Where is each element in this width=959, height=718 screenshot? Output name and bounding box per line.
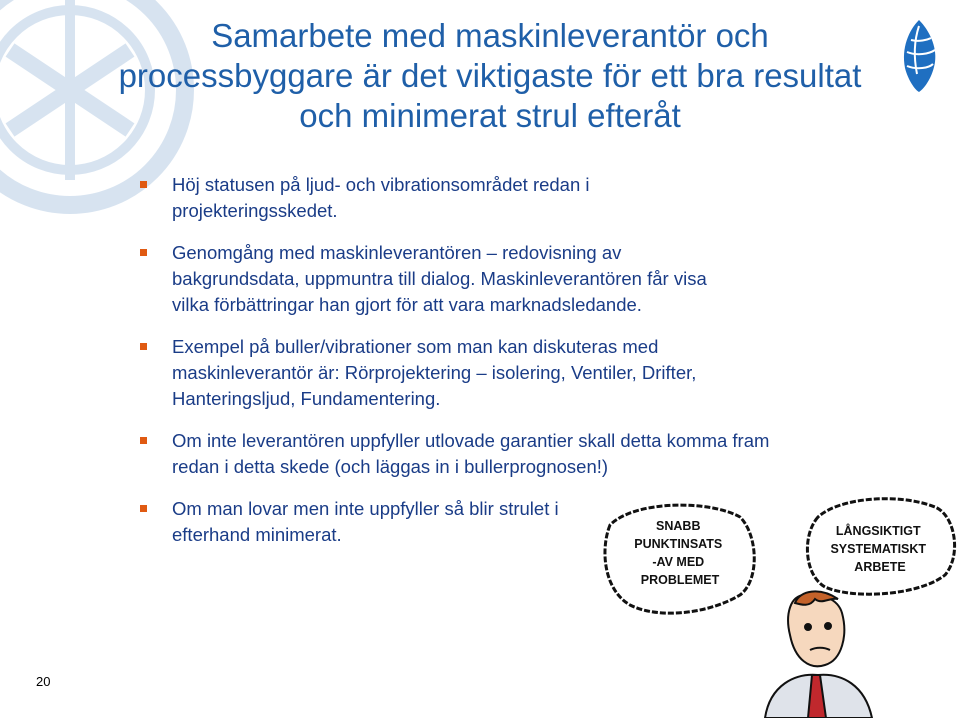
- bullet-text: Genomgång med maskinleverantören – redovisning av bakgrundsdata, uppmuntra till dialog. Maskinleverantören får visa vilka förbättringar han gjort för att vara marknadsledande.: [172, 242, 707, 315]
- bullet-text: Om man lovar men inte uppfyller så blir strulet i efterhand minimerat.: [172, 498, 559, 545]
- bullet-item: [140, 240, 780, 318]
- bullet-text: Höj statusen på ljud- och vibrationsområdet redan i projekteringsskedet.: [172, 174, 590, 221]
- cartoon-man: [765, 591, 872, 718]
- left-bubble-line: -AV MED: [652, 555, 705, 569]
- slide-title: Samarbete med maskinleverantör och processbyggare är det viktigaste för ett bra resultat och minimerat strul efteråt: [118, 17, 862, 134]
- right-bubble-line: SYSTEMATISKT: [830, 542, 927, 556]
- bullet-item: [140, 334, 780, 412]
- bullet-marker-icon: [140, 249, 147, 256]
- bullet-marker-icon: [140, 437, 147, 444]
- right-bubble-line: ARBETE: [854, 560, 906, 574]
- bullet-text: Om inte leverantören uppfyller utlovade garantier skall detta komma fram redan i detta skede (och läggas in i bullerprognosen!): [172, 430, 770, 477]
- bullet-item: [140, 428, 780, 480]
- left-bubble-line: PROBLEMET: [640, 573, 720, 587]
- shell-logo-icon: [895, 18, 943, 94]
- bullet-marker-icon: [140, 343, 147, 350]
- page-number: 20: [36, 674, 51, 689]
- bullet-text: Exempel på buller/vibrationer som man kan diskuteras med maskinleverantör är: Rörprojektering – isolering, Ventiler, Drifter, Hanteringsljud, Fundamentering.: [172, 336, 697, 409]
- left-bubble-line: PUNKTINSATS: [634, 537, 723, 551]
- bullet-marker-icon: [140, 181, 147, 188]
- bullet-marker-icon: [140, 505, 147, 512]
- cartoon-illustration: [590, 495, 959, 718]
- right-bubble-line: LÅNGSIKTIGT: [835, 524, 921, 538]
- bullet-item: [140, 172, 780, 224]
- left-bubble-line: SNABB: [656, 519, 701, 533]
